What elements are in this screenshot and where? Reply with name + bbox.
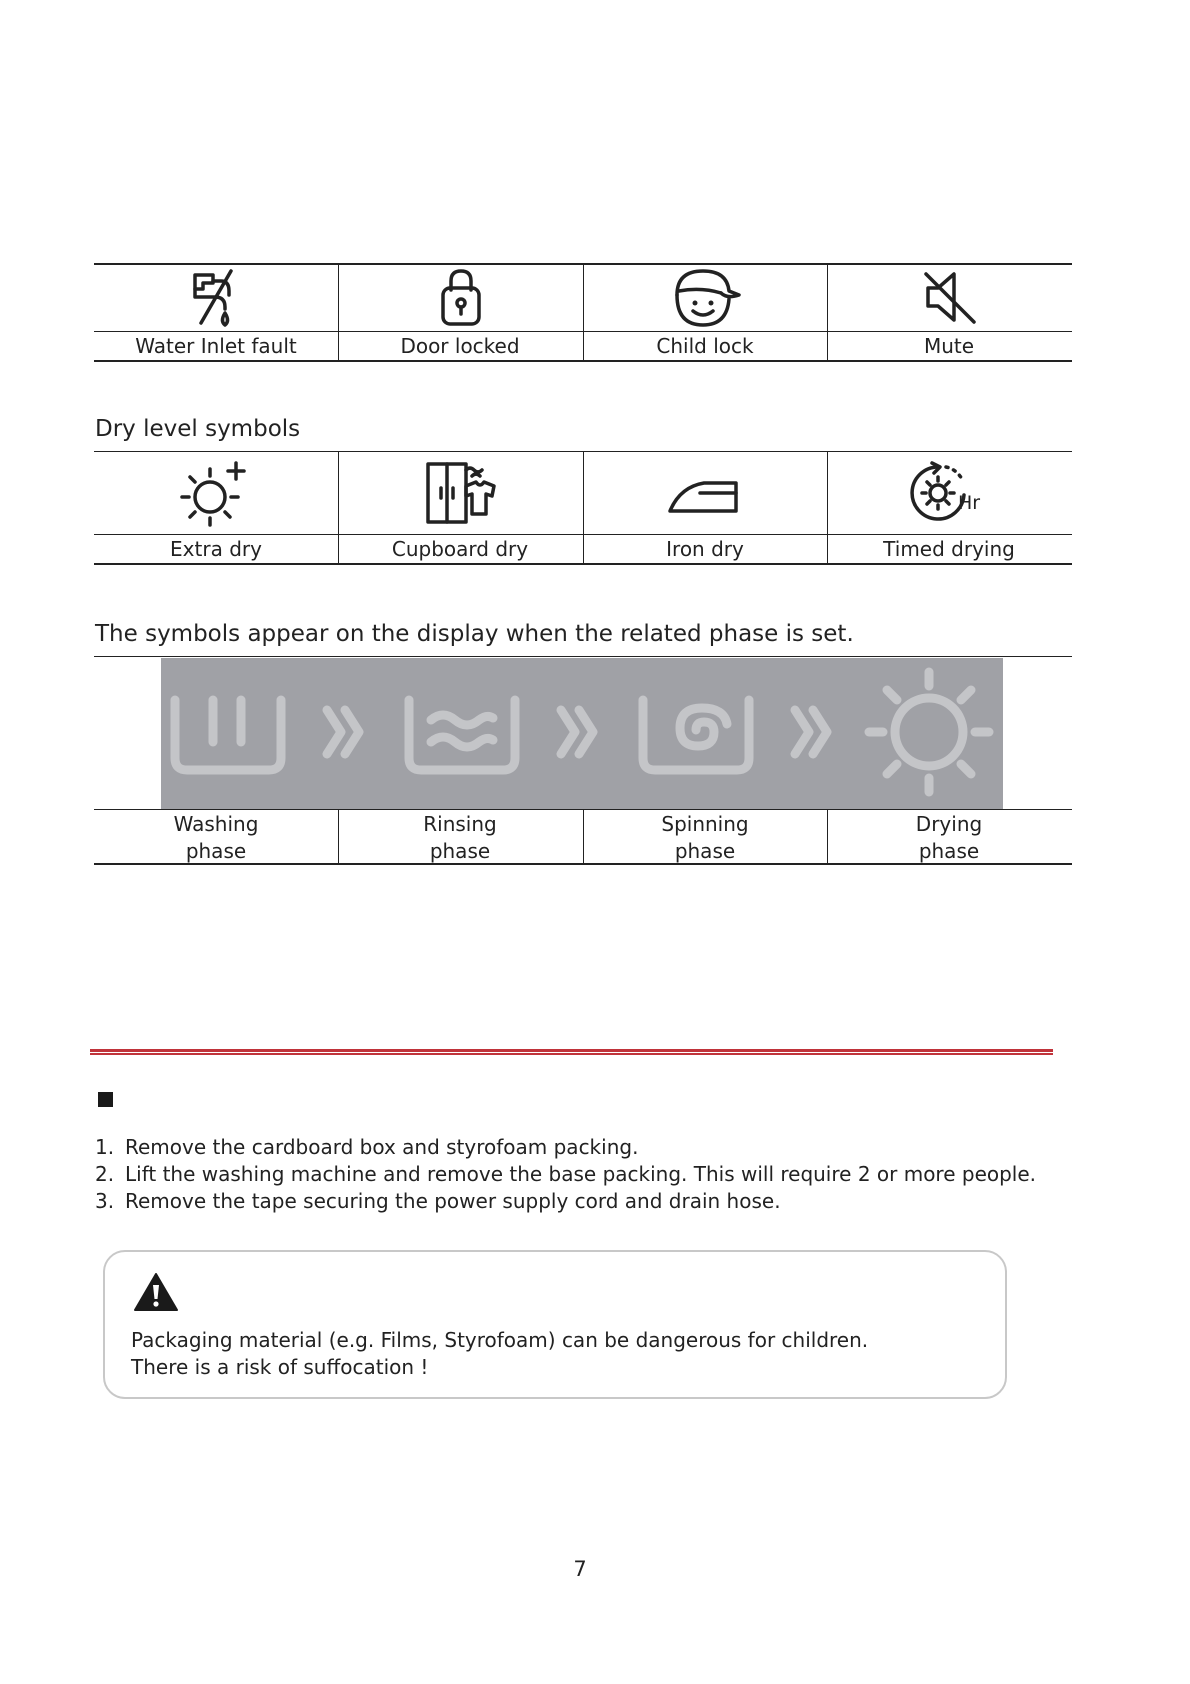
phases-heading: The symbols appear on the display when the related phase is set. — [95, 621, 854, 647]
child-lock-icon — [667, 265, 743, 329]
door-locked-icon — [436, 266, 486, 328]
step-text: Remove the cardboard box and styrofoam packing. — [125, 1135, 639, 1159]
dry-label-timed-drying: Timed drying — [883, 537, 1015, 561]
extra-dry-icon — [178, 457, 254, 529]
phase-label-line: Washing — [173, 812, 259, 836]
phase-label-line: phase — [429, 839, 491, 863]
phase-label-line: phase — [918, 839, 980, 863]
section-bullet — [98, 1092, 113, 1107]
status-symbols-table — [94, 263, 1072, 363]
phase-label-rinsing — [338, 811, 582, 865]
dry-level-table — [94, 451, 1072, 566]
dry-label-iron-dry: Iron dry — [666, 537, 744, 561]
phase-display-panel — [161, 658, 1003, 809]
phase-label-drying — [827, 811, 1071, 865]
step-number: 2. — [95, 1162, 115, 1186]
phase-label-washing — [94, 811, 338, 865]
phase-arrow-3 — [795, 710, 827, 754]
status-label-water-inlet-fault: Water Inlet fault — [135, 334, 297, 358]
phase-label-line: phase — [185, 839, 247, 863]
phase-label-line: phase — [674, 839, 736, 863]
dry-level-heading: Dry level symbols — [95, 416, 301, 442]
step-text: Remove the tape securing the power supply cord and drain hose. — [125, 1189, 781, 1213]
step-number: 3. — [95, 1189, 115, 1213]
status-label-door-locked: Door locked — [400, 334, 520, 358]
warning-text-line-1: Packaging material (e.g. Films, Styrofoam) can be dangerous for children. — [131, 1328, 869, 1352]
spinning-phase-icon — [643, 700, 749, 770]
dry-label-cupboard-dry: Cupboard dry — [391, 537, 529, 561]
rinsing-phase-icon — [409, 700, 515, 770]
phase-arrow-2 — [561, 710, 593, 754]
warning-text-line-2: There is a risk of suffocation ! — [131, 1355, 429, 1379]
unpacking-step — [95, 1134, 638, 1161]
cupboard-dry-icon — [422, 458, 500, 528]
phases-table — [94, 656, 1072, 866]
phase-label-spinning — [583, 811, 827, 865]
unpacking-step — [95, 1161, 1036, 1188]
dry-label-extra-dry: Extra dry — [170, 537, 262, 561]
unpacking-step — [95, 1188, 781, 1215]
warning-box — [103, 1250, 1007, 1399]
phase-label-line: Rinsing — [423, 812, 497, 836]
phase-arrow-1 — [327, 710, 359, 754]
status-label-child-lock: Child lock — [656, 334, 754, 358]
section-divider — [90, 1049, 1053, 1055]
washing-phase-icon — [175, 700, 281, 770]
water-inlet-fault-icon — [185, 267, 247, 327]
iron-dry-icon — [664, 465, 746, 521]
step-text: Lift the washing machine and remove the base packing. This will require 2 or more people. — [125, 1162, 1037, 1186]
phase-label-line: Spinning — [661, 812, 749, 836]
phase-label-line: Drying — [915, 812, 983, 836]
drying-phase-icon — [869, 672, 989, 792]
step-number: 1. — [95, 1135, 115, 1159]
mute-icon — [920, 268, 980, 326]
warning-triangle-icon — [133, 1272, 179, 1312]
status-label-mute: Mute — [923, 334, 975, 358]
page-number: 7 — [573, 1557, 587, 1581]
timed-drying-icon — [908, 457, 992, 529]
timed-drying-badge: Hr — [957, 492, 980, 514]
